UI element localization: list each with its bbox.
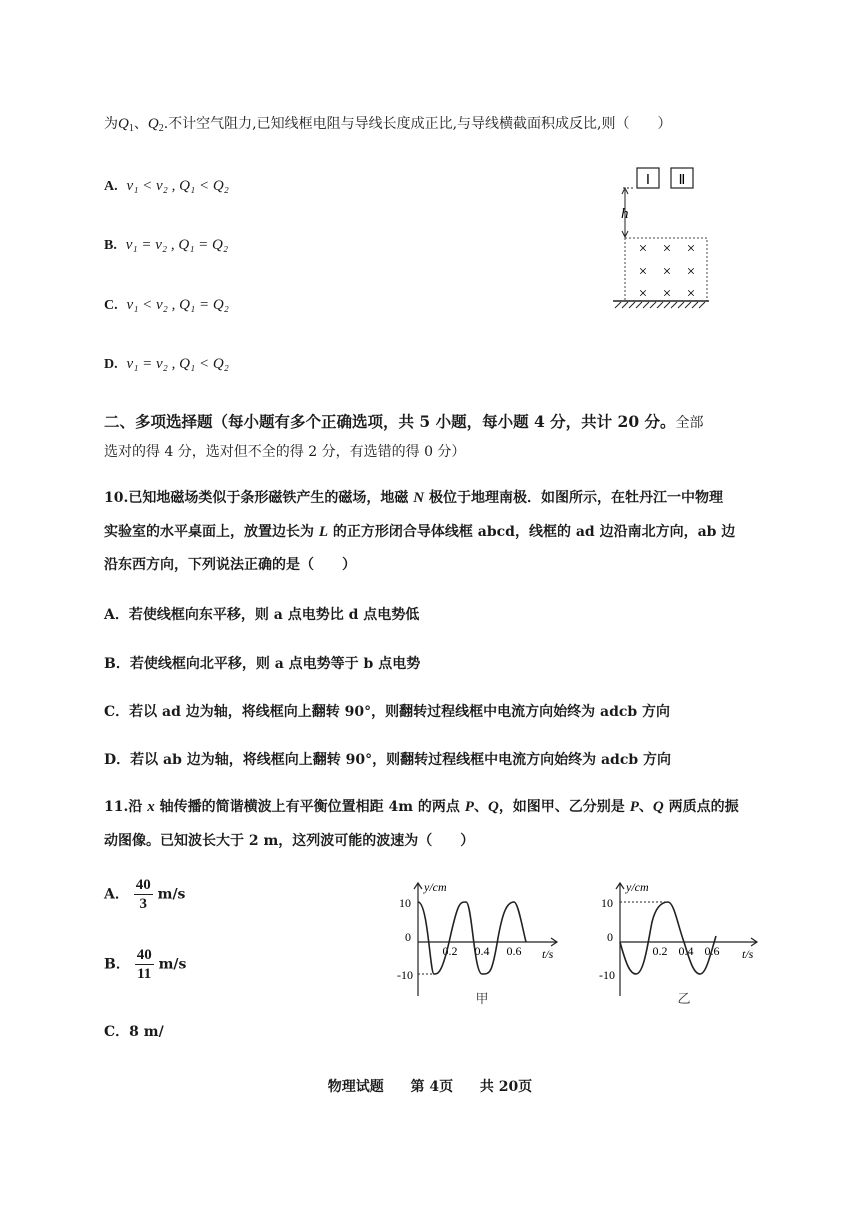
svg-text:×: × [662, 264, 672, 280]
svg-text:×: × [686, 264, 696, 280]
q9-figure [605, 160, 720, 315]
graph-yi-ytick-0: 0 [607, 930, 613, 944]
graph-yi-ylabel: y/cm [626, 880, 649, 894]
q9-option-b: B. v₁ = v₂ , Q₁ = Q₂ [104, 237, 229, 253]
q9-stem: 为$Q_1$、$Q_2$.不计空气阻力,已知线框电阻与导线长度成正比,与导线横截面积成反比,则（ ） [104, 116, 672, 134]
graph-yi-xtick-0-2: 0.2 [652, 944, 668, 958]
q10-option-d: D．若以 ab 边为轴，将线框向上翻转 90°，则翻转过程线框中电流方向始终为 adcb 方向 [104, 752, 672, 768]
q9-option-d: D. v₁ = v₂ , Q₁ < Q₂ [104, 356, 229, 372]
graph-yi-caption: 乙 [677, 991, 691, 1006]
svg-text:×: × [662, 241, 672, 257]
section-2-heading-line-2: 选对的得 4 分，选对但不全的得 2 分，有选错的得 0 分） [104, 444, 466, 460]
graph-jia-caption: 甲 [475, 991, 489, 1006]
q11-stem-line-2: 动图像。已知波长大于 2 m，这列波可能的波速为（ ） [104, 833, 475, 849]
q10-option-a: A．若使线框向东平移，则 a 点电势比 d 点电势低 [104, 607, 420, 623]
q10-stem-line-3: 沿东西方向，下列说法正确的是（ ） [104, 557, 356, 573]
graph-jia-xtick-0-6: 0.6 [506, 944, 522, 958]
q9-option-c: C. v₁ < v₂ , Q₁ = Q₂ [104, 297, 229, 313]
svg-text:×: × [638, 286, 648, 302]
graph-jia-xtick-0-4: 0.4 [474, 944, 490, 958]
q10-option-b: B．若使线框向北平移，则 a 点电势等于 b 点电势 [104, 656, 421, 672]
q10-stem-line-2: 实验室的水平桌面上，放置边长为 L 的正方形闭合导体线框 abcd，线框的 ad 边沿南北方向，ab 边 [104, 524, 736, 540]
graph-jia [388, 876, 568, 1011]
graph-jia-ytick-0: 0 [405, 930, 411, 944]
q10-stem-line-1: 10.已知地磁场类似于条形磁铁产生的磁场，地磁 N 极位于地理南极．如图所示，在牡丹江一中物理 [104, 490, 723, 506]
graph-jia-ytick-10: 10 [399, 896, 411, 910]
q11-option-a: A． $\frac{40}{3}$ m/s [104, 877, 186, 912]
graph-jia-xtick-0-2: 0.2 [442, 944, 458, 958]
graph-jia-curve [418, 902, 526, 974]
height-label: h [621, 206, 629, 222]
ground-hatch [615, 302, 705, 308]
graph-yi-ytick-10: 10 [601, 896, 613, 910]
footer-total: 共 20页 [479, 1079, 533, 1095]
graph-jia-ytick-neg10: -10 [397, 968, 413, 982]
section-2-heading-line-1: 二、多项选择题（每小题有多个正确选项，共 5 小题，每小题 4 分，共计 20 分。全部 [104, 412, 704, 431]
svg-text:×: × [662, 286, 672, 302]
graph-yi-xlabel: t/s [742, 947, 754, 961]
graph-jia-xlabel: t/s [542, 947, 554, 961]
frame-box-2-label: Ⅱ [678, 173, 686, 188]
graph-yi-xtick-0-6: 0.6 [704, 944, 720, 958]
graph-yi [590, 876, 770, 1011]
svg-text:×: × [686, 241, 696, 257]
svg-text:×: × [638, 241, 648, 257]
graph-yi-curve [620, 902, 716, 974]
svg-text:×: × [686, 286, 696, 302]
footer-subject: 物理试题 [327, 1079, 384, 1095]
q10-option-c: C．若以 ad 边为轴，将线框向上翻转 90°，则翻转过程线框中电流方向始终为 adcb 方向 [104, 704, 671, 720]
svg-text:×: × [638, 264, 648, 280]
field-crosses [639, 241, 695, 302]
graph-jia-ylabel: y/cm [424, 880, 447, 894]
q11-option-b: B． $\frac{40}{11}$ m/s [104, 947, 187, 982]
graph-yi-xtick-0-4: 0.4 [678, 944, 694, 958]
page-footer [0, 1077, 860, 1097]
q11-stem-line-1: 11.沿 x 轴传播的简谐横波上有平衡位置相距 4m 的两点 P、Q，如图甲、乙分别是 P、Q 两质点的振 [104, 799, 739, 815]
footer-page: 第 4页 [410, 1079, 454, 1095]
graph-yi-ytick-neg10: -10 [599, 968, 615, 982]
frame-box-1-label: Ⅰ [645, 173, 651, 188]
q11-option-c: C．8 m/ [104, 1024, 164, 1040]
q9-option-a: A. v₁ < v₂ , Q₁ < Q₂ [104, 178, 229, 194]
